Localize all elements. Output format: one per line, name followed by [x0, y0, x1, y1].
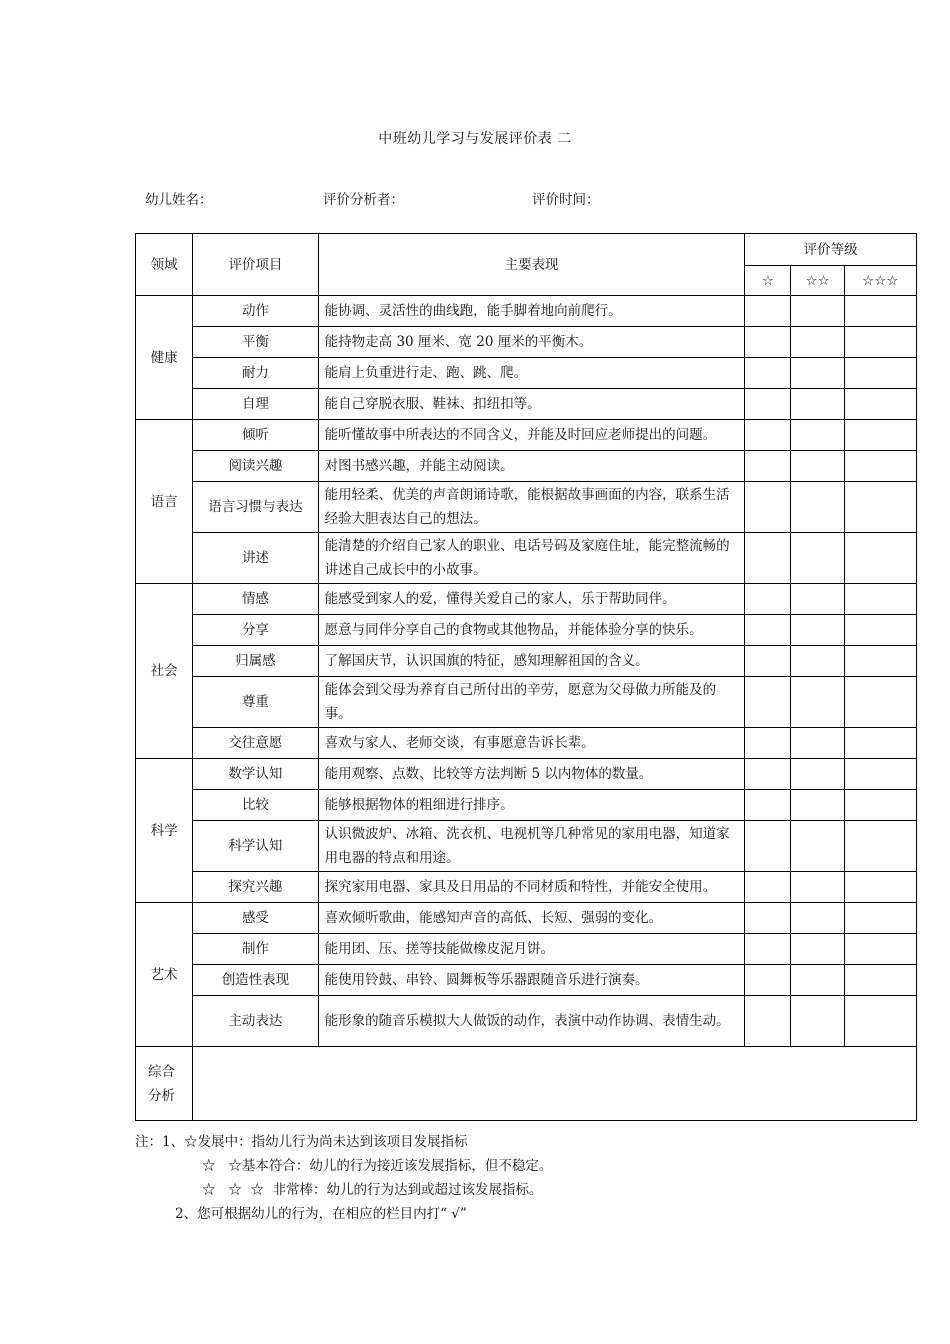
- summary-label-line-1: 综合: [148, 1063, 175, 1080]
- header-star-2: ☆☆: [791, 266, 844, 296]
- performance-cell: 能用观察、点数、比较等方法判断 5 以内物体的数量。: [318, 759, 745, 790]
- rating-cell-2[interactable]: [791, 790, 844, 821]
- eval-time-label: 评价时间：: [532, 192, 600, 208]
- child-name-label: 幼儿姓名：: [145, 192, 213, 208]
- table-row: [136, 903, 917, 934]
- rating-cell-1[interactable]: [745, 965, 791, 996]
- performance-cell: 能体会到父母为养育自己所付出的辛劳，愿意为父母做力所能及的事。: [318, 677, 745, 728]
- page-title: 中班幼儿学习与发展评价表 二: [378, 131, 572, 147]
- rating-cell-3[interactable]: [844, 790, 916, 821]
- domain-cell: 艺术: [136, 903, 193, 1047]
- note-line-2: ☆ ☆基本符合：幼儿的行为接近该发展指标，但不稳定。: [202, 1158, 553, 1174]
- rating-cell-3[interactable]: [844, 358, 916, 389]
- table-row: [136, 934, 917, 965]
- domain-cell: 社会: [136, 584, 193, 759]
- rating-cell-2[interactable]: [791, 934, 844, 965]
- item-cell: 制作: [193, 934, 318, 965]
- rating-cell-1[interactable]: [745, 903, 791, 934]
- rating-cell-2[interactable]: [791, 327, 844, 358]
- rating-cell-3[interactable]: [844, 451, 916, 482]
- item-cell: 讲述: [193, 533, 318, 584]
- item-cell: 语言习惯与表达: [193, 482, 318, 533]
- rating-cell-1[interactable]: [745, 790, 791, 821]
- performance-cell: 能用轻柔、优美的声音朗诵诗歌，能根据故事画面的内容，联系生活经验大胆表达自己的想法。: [318, 482, 745, 533]
- performance-cell: 能清楚的介绍自己家人的职业、电话号码及家庭住址，能完整流畅的讲述自己成长中的小故事。: [318, 533, 745, 584]
- summary-label-line-2: 分析: [148, 1087, 175, 1104]
- evaluator-label: 评价分析者：: [323, 192, 404, 208]
- rating-cell-3[interactable]: [844, 615, 916, 646]
- table-row: [136, 872, 917, 903]
- item-cell: 比较: [193, 790, 318, 821]
- item-cell: 归属感: [193, 646, 318, 677]
- rating-cell-1[interactable]: [745, 451, 791, 482]
- rating-cell-1[interactable]: [745, 327, 791, 358]
- note-line-1: 注：1、☆发展中：指幼儿行为尚未达到该项目发展指标: [135, 1134, 468, 1150]
- performance-cell: 探究家用电器、家具及日用品的不同材质和特性，并能安全使用。: [318, 872, 745, 903]
- performance-cell: 能感受到家人的爱，懂得关爱自己的家人，乐于帮助同伴。: [318, 584, 745, 615]
- performance-cell: 能形象的随音乐模拟大人做饭的动作，表演中动作协调、表情生动。: [318, 996, 745, 1047]
- item-cell: 耐力: [193, 358, 318, 389]
- rating-cell-3[interactable]: [844, 646, 916, 677]
- rating-cell-3[interactable]: [844, 728, 916, 759]
- rating-cell-2[interactable]: [791, 615, 844, 646]
- table-row: [136, 533, 917, 584]
- header-domain: 领域: [136, 234, 193, 296]
- rating-cell-3[interactable]: [844, 759, 916, 790]
- header-star-1: ☆: [745, 266, 791, 296]
- summary-content[interactable]: [193, 1047, 917, 1121]
- rating-cell-2[interactable]: [791, 903, 844, 934]
- item-cell: 感受: [193, 903, 318, 934]
- item-cell: 尊重: [193, 677, 318, 728]
- table-row: [136, 996, 917, 1047]
- table-row: [136, 790, 917, 821]
- notes: [135, 1130, 552, 1226]
- item-cell: 分享: [193, 615, 318, 646]
- rating-cell-3[interactable]: [844, 934, 916, 965]
- rating-cell-1[interactable]: [745, 646, 791, 677]
- rating-cell-2[interactable]: [791, 965, 844, 996]
- rating-cell-3[interactable]: [844, 872, 916, 903]
- domain-cell: 语言: [136, 420, 193, 584]
- rating-cell-3[interactable]: [844, 389, 916, 420]
- table-row: [136, 965, 917, 996]
- rating-cell-2[interactable]: [791, 759, 844, 790]
- rating-cell-1[interactable]: [745, 872, 791, 903]
- rating-cell-2[interactable]: [791, 584, 844, 615]
- rating-cell-1[interactable]: [745, 728, 791, 759]
- header-star-3: ☆☆☆: [844, 266, 916, 296]
- table-row: [136, 759, 917, 790]
- header-performance: 主要表现: [318, 234, 745, 296]
- rating-cell-1[interactable]: [745, 759, 791, 790]
- item-cell: 交往意愿: [193, 728, 318, 759]
- item-cell: 探究兴趣: [193, 872, 318, 903]
- performance-cell: 能够根据物体的粗细进行排序。: [318, 790, 745, 821]
- item-cell: 科学认知: [193, 821, 318, 872]
- rating-cell-2[interactable]: [791, 677, 844, 728]
- rating-cell-2[interactable]: [791, 996, 844, 1047]
- performance-cell: 了解国庆节，认识国旗的特征，感知理解祖国的含义。: [318, 646, 745, 677]
- rating-cell-3[interactable]: [844, 296, 916, 327]
- item-cell: 数学认知: [193, 759, 318, 790]
- rating-cell-3[interactable]: [844, 821, 916, 872]
- rating-cell-3[interactable]: [844, 420, 916, 451]
- performance-cell: 能用团、压、搓等技能做橡皮泥月饼。: [318, 934, 745, 965]
- rating-cell-2[interactable]: [791, 296, 844, 327]
- rating-cell-3[interactable]: [844, 677, 916, 728]
- table-row: [136, 821, 917, 872]
- domain-cell: 健康: [136, 296, 193, 420]
- performance-cell: 对图书感兴趣，并能主动阅读。: [318, 451, 745, 482]
- header-level: 评价等级: [745, 234, 917, 266]
- rating-cell-3[interactable]: [844, 482, 916, 533]
- rating-cell-1[interactable]: [745, 296, 791, 327]
- rating-cell-1[interactable]: [745, 615, 791, 646]
- rating-cell-2[interactable]: [791, 533, 844, 584]
- rating-cell-2[interactable]: [791, 646, 844, 677]
- note-line-3: ☆ ☆ ☆ 非常棒：幼儿的行为达到或超过该发展指标。: [202, 1182, 543, 1198]
- item-cell: 创造性表现: [193, 965, 318, 996]
- rating-cell-3[interactable]: [844, 996, 916, 1047]
- rating-cell-1[interactable]: [745, 389, 791, 420]
- item-cell: 倾听: [193, 420, 318, 451]
- domain-cell: 科学: [136, 759, 193, 903]
- performance-cell: 愿意与同伴分享自己的食物或其他物品，并能体验分享的快乐。: [318, 615, 745, 646]
- rating-cell-1[interactable]: [745, 584, 791, 615]
- item-cell: 动作: [193, 296, 318, 327]
- performance-cell: 喜欢与家人、老师交谈，有事愿意告诉长辈。: [318, 728, 745, 759]
- rating-cell-3[interactable]: [844, 533, 916, 584]
- performance-cell: 能自己穿脱衣服、鞋袜、扣纽扣等。: [318, 389, 745, 420]
- table-row: [136, 646, 917, 677]
- rating-cell-1[interactable]: [745, 677, 791, 728]
- evaluation-table: [135, 233, 917, 1121]
- rating-cell-2[interactable]: [791, 389, 844, 420]
- table-row: [136, 389, 917, 420]
- performance-cell: 能使用铃鼓、串铃、圆舞板等乐器跟随音乐进行演奏。: [318, 965, 745, 996]
- table-row: [136, 296, 917, 327]
- rating-cell-2[interactable]: [791, 821, 844, 872]
- rating-cell-2[interactable]: [791, 358, 844, 389]
- rating-cell-3[interactable]: [844, 965, 916, 996]
- header-item: 评价项目: [193, 234, 318, 296]
- rating-cell-2[interactable]: [791, 420, 844, 451]
- rating-cell-1[interactable]: [745, 533, 791, 584]
- rating-cell-1[interactable]: [745, 482, 791, 533]
- rating-cell-2[interactable]: [791, 482, 844, 533]
- table-row: [136, 482, 917, 533]
- item-cell: 平衡: [193, 327, 318, 358]
- table-row: [136, 327, 917, 358]
- rating-cell-2[interactable]: [791, 451, 844, 482]
- note-line-4: 2、您可根据幼儿的行为，在相应的栏目内打“ √”: [175, 1206, 467, 1222]
- rating-cell-2[interactable]: [791, 872, 844, 903]
- performance-cell: 认识微波炉、冰箱、洗衣机、电视机等几种常见的家用电器，知道家用电器的特点和用途。: [318, 821, 745, 872]
- table-row: [136, 728, 917, 759]
- performance-cell: 能持物走高 30 厘米、宽 20 厘米的平衡木。: [318, 327, 745, 358]
- rating-cell-1[interactable]: [745, 358, 791, 389]
- rating-cell-2[interactable]: [791, 728, 844, 759]
- performance-cell: 喜欢倾听歌曲，能感知声音的高低、长短、强弱的变化。: [318, 903, 745, 934]
- rating-cell-1[interactable]: [745, 996, 791, 1047]
- item-cell: 情感: [193, 584, 318, 615]
- table-row: [136, 420, 917, 451]
- rating-cell-1[interactable]: [745, 934, 791, 965]
- item-cell: 主动表达: [193, 996, 318, 1047]
- performance-cell: 能听懂故事中所表达的不同含义，并能及时回应老师提出的问题。: [318, 420, 745, 451]
- summary-row: [136, 1047, 917, 1121]
- rating-cell-1[interactable]: [745, 821, 791, 872]
- table-row: [136, 677, 917, 728]
- performance-cell: 能肩上负重进行走、跑、跳、爬。: [318, 358, 745, 389]
- table-row: [136, 451, 917, 482]
- summary-label: [136, 1047, 193, 1121]
- item-cell: 自理: [193, 389, 318, 420]
- table-row: [136, 358, 917, 389]
- rating-cell-1[interactable]: [745, 420, 791, 451]
- table-row: [136, 584, 917, 615]
- performance-cell: 能协调、灵活性的曲线跑，能手脚着地向前爬行。: [318, 296, 745, 327]
- table-row: [136, 615, 917, 646]
- rating-cell-3[interactable]: [844, 584, 916, 615]
- rating-cell-3[interactable]: [844, 327, 916, 358]
- item-cell: 阅读兴趣: [193, 451, 318, 482]
- rating-cell-3[interactable]: [844, 903, 916, 934]
